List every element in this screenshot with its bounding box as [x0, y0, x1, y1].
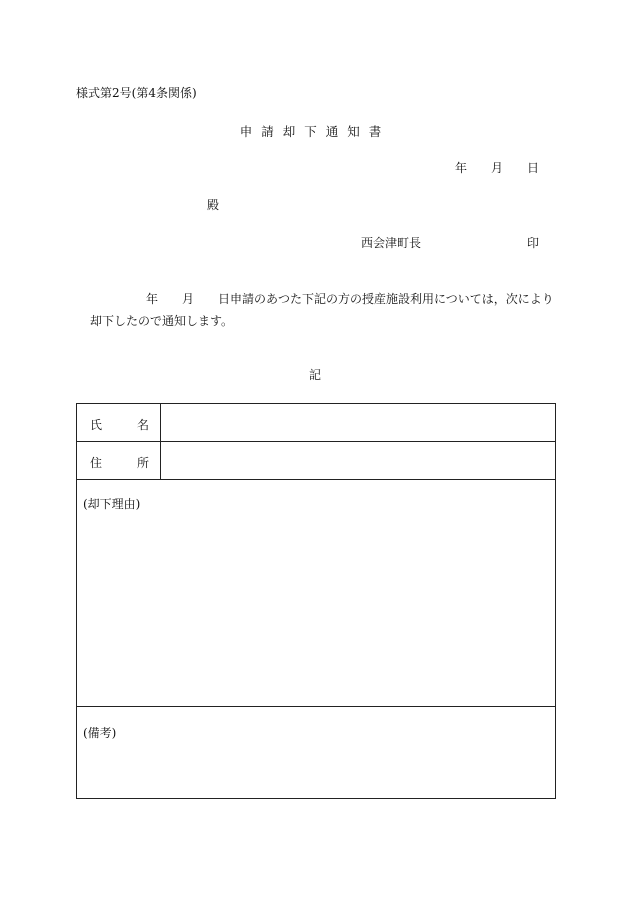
- body-text-line-2: 却下したので通知します。: [90, 314, 234, 328]
- table-row-rejection-reason[interactable]: [77, 480, 555, 707]
- issuer-name: 西会津町長: [361, 236, 422, 250]
- record-mark: 記: [308, 368, 321, 382]
- table-row-name: [77, 404, 555, 442]
- date-day-label: 日: [527, 161, 540, 175]
- name-label-second: 名: [137, 418, 150, 432]
- addressee-honorific: 殿: [207, 198, 220, 212]
- address-label-first: 住: [90, 456, 103, 470]
- record-table: [76, 403, 556, 799]
- address-label-cell: [77, 442, 161, 479]
- seal-mark: 印: [527, 236, 540, 250]
- form-number: 様式第2号(第4条関係): [76, 86, 197, 100]
- date-year-label: 年: [455, 161, 468, 175]
- name-label-first: 氏: [90, 418, 103, 432]
- body-text-line-1: 年 月 日申請のあつた下記の方の授産施設利用については，次により: [146, 292, 554, 306]
- rejection-reason-label: (却下理由): [83, 497, 141, 511]
- table-row-address: [77, 442, 555, 480]
- date-month-label: 月: [491, 161, 504, 175]
- address-value-field[interactable]: [161, 442, 555, 479]
- name-value-field[interactable]: [161, 404, 555, 441]
- document-title: 申請却下通知書: [239, 124, 391, 139]
- address-label-second: 所: [137, 456, 150, 470]
- remarks-label: (備考): [83, 726, 117, 740]
- name-label-cell: [77, 404, 161, 441]
- table-row-remarks[interactable]: [77, 707, 555, 798]
- date-line: [455, 161, 539, 175]
